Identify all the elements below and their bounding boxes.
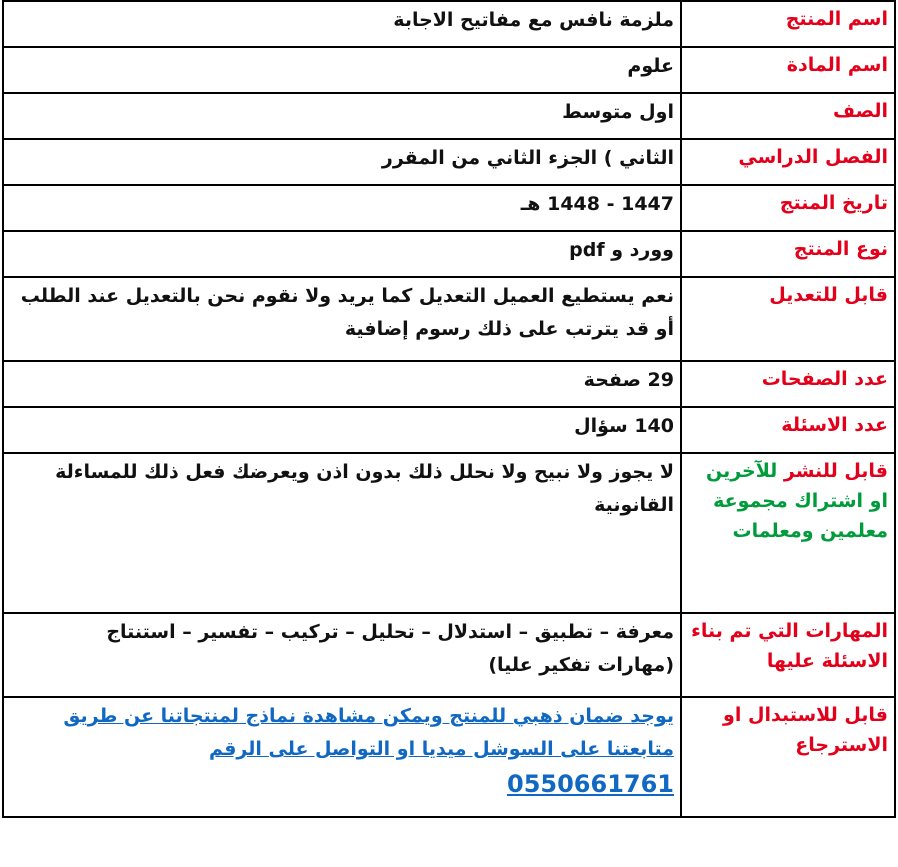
editable-value: نعم يستطيع العميل التعديل كما يريد ولا نقوم نحن بالتعديل عند الطلب أو قد يترتب على ذلك رسوم إضافية (3, 277, 681, 361)
grade-label: الصف (681, 93, 895, 139)
date-label: تاريخ المنتج (681, 185, 895, 231)
returns-value (3, 697, 681, 817)
product-name-label: اسم المنتج (681, 1, 895, 47)
questions-value: 140 سؤال (3, 407, 681, 453)
editable-label: قابل للتعديل (681, 277, 895, 361)
skills-label: المهارات التي تم بناء الاسئلة عليها (681, 613, 895, 697)
table-row (3, 139, 895, 185)
pages-label: عدد الصفحات (681, 361, 895, 407)
table-row (3, 407, 895, 453)
table-row (3, 1, 895, 47)
type-label: نوع المنتج (681, 231, 895, 277)
table-row (3, 93, 895, 139)
subject-value: علوم (3, 47, 681, 93)
semester-value: الثاني ) الجزء الثاني من المقرر (3, 139, 681, 185)
subject-label: اسم المادة (681, 47, 895, 93)
publishing-label-secondary: للآخرين او اشتراك مجموعة معلمين ومعلمات (705, 460, 888, 542)
phone-number-link[interactable]: 0550661761 (507, 770, 674, 798)
product-name-value: ملزمة نافس مع مفاتيح الاجابة (3, 1, 681, 47)
table-row (3, 361, 895, 407)
returns-label: قابل للاستبدال او الاسترجاع (681, 697, 895, 817)
table-row (3, 185, 895, 231)
table-row (3, 613, 895, 697)
table-row (3, 47, 895, 93)
table-row (3, 231, 895, 277)
publishing-label (681, 453, 895, 613)
grade-value: اول متوسط (3, 93, 681, 139)
product-info-table (2, 0, 896, 818)
table-row (3, 453, 895, 613)
skills-note: (مهارات تفكير عليا) (488, 654, 674, 676)
table-row (3, 277, 895, 361)
guarantee-link[interactable]: يوجد ضمان ذهبي للمنتج ويمكن مشاهدة نماذج لمنتجاتنا عن طريق متابعتنا على السوشل ميديا او التواصل على الرقم (63, 705, 674, 760)
questions-label: عدد الاسئلة (681, 407, 895, 453)
skills-list: معرفة – تطبيق – استدلال – تحليل – تركيب – تفسير – استنتاج (106, 621, 674, 643)
date-value: 1447 - 1448 هـ (3, 185, 681, 231)
skills-value (3, 613, 681, 697)
pages-value: 29 صفحة (3, 361, 681, 407)
table-row (3, 697, 895, 817)
type-value: وورد و pdf (3, 231, 681, 277)
semester-label: الفصل الدراسي (681, 139, 895, 185)
publishing-label-primary: قابل للنشر (783, 460, 888, 482)
publishing-warning: لا يجوز ولا نبيح ولا نحلل ذلك بدون اذن ويعرضك فعل ذلك للمساءلة القانونية (3, 453, 681, 613)
